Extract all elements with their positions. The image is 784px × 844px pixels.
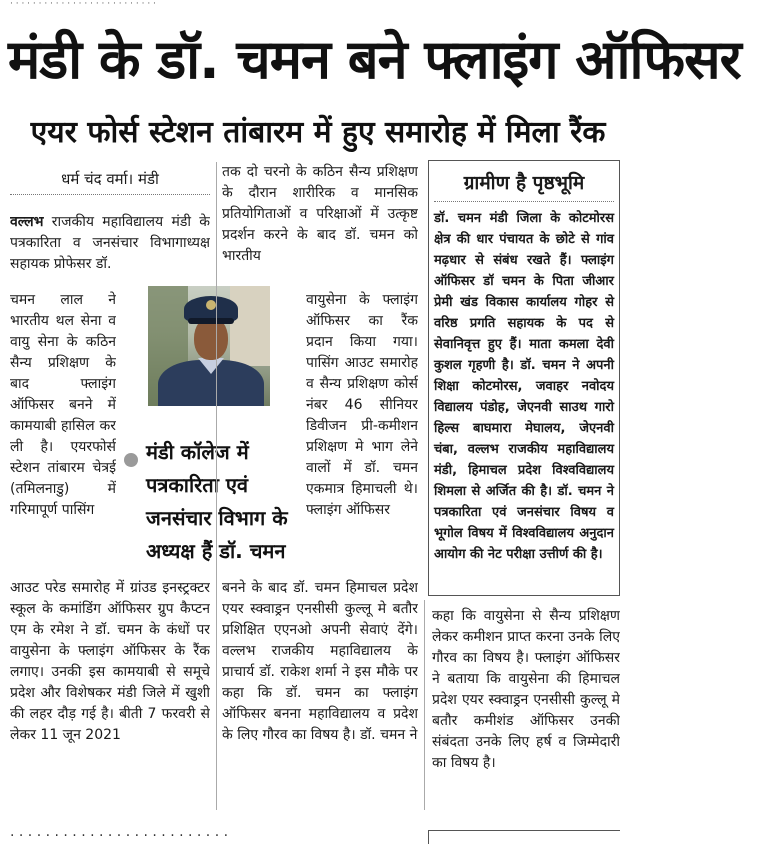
officer-photo bbox=[148, 286, 270, 406]
subheadline: एयर फोर्स स्टेशन तांबारम में हुए समारोह में मिला रैंक bbox=[30, 115, 606, 150]
byline: धर्म चंद वर्मा। मंडी bbox=[61, 170, 159, 188]
column-1-left-text: चमन लाल ने भारतीय थल सेना व वायु सेना के कठिन सैन्य प्रशिक्षण के बाद फ्लाइंग ऑफिसर बनने में कामयाबी हासिल कर ली है। एयरफोर्स स्टेशन तांबारम चेत्रई (तमिलनाडु) में गरिमापूर्ण पासिंग bbox=[10, 292, 116, 518]
column-3-bottom-text: कहा कि वायुसेना से सैन्य प्रशिक्षण लेकर कमीशन प्राप्त करना उनके लिए गौरव का विषय है। फ्लाइंग ऑफिसर ने बताया कि वायुसेना की हिमाचल प्रदेश एयर स्क्वाड्रन एनसीसी कुल्लू मे बतौर कमीशंड ऑफिसर उनकी संबंदता उनके लिए हर्ष व जिम्मेदारी का विषय है। bbox=[432, 608, 620, 771]
clipped-bottom-text: · · · · · · · · · · · · · · · · · · · · · · · · · bbox=[10, 828, 229, 844]
highlight-quote-text: मंडी कॉलेज में पत्रकारिता एवं जनसंचार विभाग के अध्यक्ष हैं डॉ. चमन bbox=[146, 440, 288, 563]
column-2-bottom bbox=[222, 578, 418, 810]
column-divider bbox=[424, 600, 425, 810]
column-1-bottom bbox=[10, 578, 210, 810]
highlight-quote bbox=[122, 436, 292, 568]
column-divider bbox=[216, 162, 217, 810]
byline-divider bbox=[10, 194, 210, 195]
column-3-bottom bbox=[432, 606, 620, 810]
column-2-right-text: वायुसेना के फ्लाइंग ऑफिसर का रैंक प्रदान किया गया। पासिंग आउट समारोह व सैन्य प्रशिक्षण कोर्स नंबर 46 सीनियर डिवीजन प्री-कमीशन प्रशिक्षण मे भाग लेने वालों में डॉ. चमन एकमात्र हिमाचली थे। फ्लाइंग ऑफिसर bbox=[306, 292, 418, 518]
column-2-top-text: तक दो चरनो के कठिन सैन्य प्रशिक्षण के दौरान शारीरिक व मानसिक प्रतियोगिताओं व परिक्षाओं में उत्कृष्ट प्रदर्शन करने के बाद डॉ. चमन को भारतीय bbox=[222, 164, 418, 264]
clipped-bottom-box bbox=[428, 830, 620, 844]
column-1-top-text: राजकीय महाविद्यालय मंडी के पत्रकारिता व जनसंचार विभागाध्यक्ष सहायक प्रोफेसर डॉ. bbox=[10, 214, 210, 272]
column-2-top bbox=[222, 162, 418, 286]
cap-badge-icon bbox=[206, 300, 216, 310]
sidebar-title: ग्रामीण है पृष्ठभूमि bbox=[434, 165, 614, 202]
column-1-left bbox=[10, 290, 116, 578]
sidebar-box bbox=[428, 160, 620, 596]
clipped-top-text: · · · · · · · · · · · · · · · · · · · · · · · · · · bbox=[10, 0, 156, 8]
column-2-bottom-text: बनने के बाद डॉ. चमन हिमाचल प्रदेश एयर स्क्वाड्रन एनसीसी कुल्लू मे बतौर प्रशिक्षित एएनओ अपनी सेवाएं देंगे। वल्लभ राजकीय महाविद्यालय के प्राचार्य डॉ. राकेश शर्मा ने इस मौके पर कहा कि डॉ. चमन का फ्लाइंग ऑफिसर बनना महाविद्यालय व प्रदेश के लिए गौरव का विषय है। डॉ. चमन ने bbox=[222, 580, 418, 743]
sidebar-body: डॉ. चमन मंडी जिला के कोटमोरस क्षेत्र की धार पंचायत के छोटे से गांव मढ़धार से संबंध रखते हैं। फ्लाइंग ऑफिसर डॉ चमन के पिता जीआर प्रेमी खंड विकास कार्यालय गोहर से वरिष्ठ प्रगति सहायक के पद से सेवानिवृत्त हुए हैं। माता कमला देवी कुशल गृहणी है। डॉ. चमन ने अपनी शिक्षा कोटमोरस, जवाहर नवोदय विद्यालय पंडोह, जेएनवी साउथ गारो हिल्स बाघमारा मेघालय, जेएनवी चंबा, वल्लभ राजकीय महाविद्यालय मंडी, हिमाचल प्रदेश विश्वविद्यालय शिमला से अर्जित की है। डॉ. चमन ने पत्रकारिता एवं जनसंचार विषय व भूगोल विषय में विश्वविद्यालय अनुदान आयोग की नेट परीक्षा उत्तीर्ण की है। bbox=[434, 211, 614, 562]
column-1-bottom-text: आउट परेड समारोह में ग्रांउड इनस्ट्रक्टर स्कूल के कमांडिंग ऑफिसर ग्रुप कैप्टन एम के रमेश ने डॉ. चमन के कंधों पर वायुसेना के फ्लाइंग ऑफिसर के रैंक लगाए। उनकी इस कामयाबी से समूचे प्रदेश और विशेषकर मंडी जिले में खुशी की लहर दौड़ गई है। बीती 7 फरवरी से लेकर 11 जून 2021 bbox=[10, 580, 210, 743]
lead-word: वल्लभ bbox=[10, 214, 44, 230]
column-2-right bbox=[306, 290, 418, 578]
headline: मंडी के डॉ. चमन बने फ्लाइंग ऑफिसर bbox=[8, 28, 741, 91]
column-1-top bbox=[10, 212, 210, 286]
